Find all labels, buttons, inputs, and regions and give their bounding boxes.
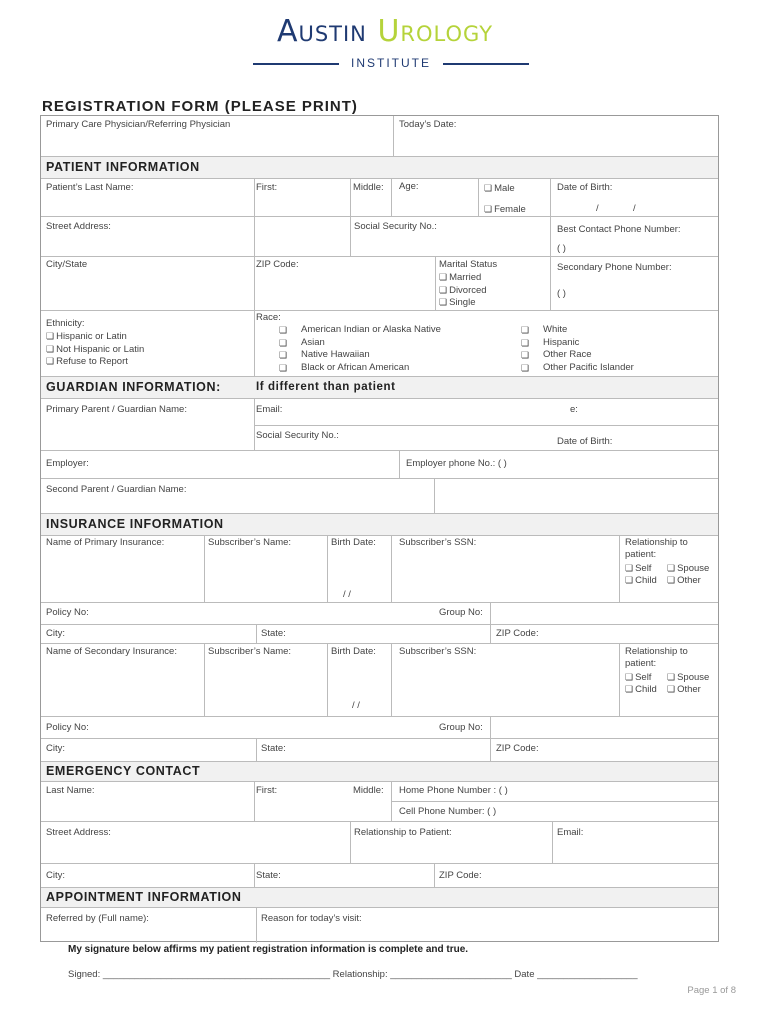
em-email-label: Email: (557, 827, 584, 838)
em-last-name-label: Last Name: (46, 785, 95, 796)
em-middle-name-label: Middle: (353, 785, 384, 796)
birth-date-label: Birth Date: (331, 537, 376, 548)
rel-self-checkbox[interactable]: ❏ Self (625, 562, 651, 575)
rel-spouse-checkbox[interactable]: ❏ Spouse (667, 562, 709, 575)
city-state-label: City/State (46, 259, 88, 270)
divorced-checkbox[interactable]: ❏ Divorced (439, 284, 487, 297)
race-option: White (543, 324, 568, 335)
logo-word-austin: Austin (276, 14, 367, 49)
female-checkbox[interactable]: ❏ Female (484, 203, 526, 216)
signature-line: Signed: ___________________________________________ Relationship: _______________________ Date ___________________ (68, 969, 638, 980)
first-name-label: First: (256, 182, 278, 193)
race-checkbox[interactable] (279, 324, 287, 337)
rel-self-checkbox-2[interactable]: ❏ Self (625, 671, 651, 684)
race-checkbox[interactable] (521, 349, 529, 362)
logo-institute: INSTITUTE (253, 55, 529, 71)
ins-city-label: City: (46, 628, 65, 639)
rel-spouse-checkbox-2[interactable]: ❏ Spouse (667, 671, 709, 684)
employer-label: Employer: (46, 458, 89, 469)
race-checkbox[interactable] (521, 324, 529, 337)
guardian-name-label: Primary Parent / Guardian Name: (46, 404, 187, 415)
physician-label: Primary Care Physician/Referring Physician (46, 119, 231, 130)
race-checkbox[interactable] (279, 349, 287, 362)
relationship-label: Relationship to (625, 537, 688, 548)
race-option: Black or African American (301, 362, 410, 373)
logo (0, 12, 770, 52)
policy-label-2: Policy No: (46, 722, 89, 733)
eth-not-hispanic-checkbox[interactable]: ❏ Not Hispanic or Latin (46, 343, 144, 356)
page-number: Page 1 of 8 (687, 985, 736, 996)
guardian-heading: GUARDIAN INFORMATION: (46, 380, 221, 394)
second-guardian-label: Second Parent / Guardian Name: (46, 484, 187, 495)
eth-refuse-checkbox[interactable]: ❏ Refuse to Report (46, 355, 128, 368)
relationship-label-b2: patient: (625, 658, 657, 669)
race-option: Hispanic (543, 337, 580, 348)
guardian-dob-label: Date of Birth: (557, 436, 613, 447)
single-checkbox[interactable]: ❏ Single (439, 296, 476, 309)
ssn-label: Social Security No.: (354, 221, 437, 232)
em-city-label: City: (46, 870, 65, 881)
guardian-ssn-label: Social Security No.: (256, 430, 339, 441)
group-label: Group No: (439, 607, 483, 618)
secondary-phone-label: Secondary Phone Number: (557, 262, 672, 273)
eth-hispanic-checkbox[interactable]: ❏ Hispanic or Latin (46, 330, 127, 343)
birth-date-slashes-2: / / (352, 700, 360, 711)
secondary-phone-paren: ( ) (557, 288, 566, 299)
relationship-label-b: Relationship to (625, 646, 688, 657)
middle-name-label: Middle: (353, 182, 384, 193)
ins-state-label-2: State: (261, 743, 286, 754)
em-cell-phone-label: Cell Phone Number: ( ) (399, 806, 497, 817)
race-option: Other Pacific Islander (543, 362, 634, 373)
race-option: Asian (301, 337, 325, 348)
ins-state-label: State: (261, 628, 286, 639)
dob-slash-1: / (596, 203, 599, 214)
street-label: Street Address: (46, 221, 111, 232)
last-name-label: Patient’s Last Name: (46, 182, 134, 193)
rel-other-checkbox[interactable]: ❏ Other (667, 574, 701, 587)
best-phone-paren: ( ) (557, 243, 566, 254)
appointment-heading: APPOINTMENT INFORMATION (46, 890, 242, 904)
guardian-subheading: If different than patient (256, 381, 396, 393)
insurance-heading: INSURANCE INFORMATION (46, 517, 224, 531)
relationship-label-2: patient: (625, 549, 657, 560)
todays-date-label: Today’s Date: (399, 119, 457, 130)
ethnicity-label: Ethnicity: (46, 318, 85, 329)
subscriber-ssn-label: Subscriber’s SSN: (399, 537, 477, 548)
group-label-2: Group No: (439, 722, 483, 733)
guardian-email-label: Email: (256, 404, 283, 415)
rel-child-checkbox-2[interactable]: ❏ Child (625, 683, 657, 696)
emergency-heading: EMERGENCY CONTACT (46, 764, 201, 778)
male-checkbox[interactable]: ❏ Male (484, 182, 515, 195)
em-first-name-label: First: (256, 785, 278, 796)
registration-form (40, 115, 719, 942)
race-label: Race: (256, 312, 281, 323)
referred-by-label: Referred by (Full name): (46, 913, 149, 924)
policy-label: Policy No: (46, 607, 89, 618)
married-checkbox[interactable]: ❏ Married (439, 271, 481, 284)
race-checkbox[interactable] (279, 362, 287, 375)
ins-zip-label-2: ZIP Code: (496, 743, 539, 754)
best-phone-label: Best Contact Phone Number: (557, 224, 681, 235)
rel-child-checkbox[interactable]: ❏ Child (625, 574, 657, 587)
dob-label: Date of Birth: (557, 182, 613, 193)
race-option: Other Race (543, 349, 592, 360)
subscriber-name-label-2: Subscriber’s Name: (208, 646, 292, 657)
em-zip-label: ZIP Code: (439, 870, 482, 881)
birth-date-label-2: Birth Date: (331, 646, 376, 657)
guardian-e-label: e: (570, 404, 578, 415)
marital-status-label: Marital Status (439, 259, 498, 270)
race-option: American Indian or Alaska Native (301, 324, 441, 335)
em-relationship-label: Relationship to Patient: (354, 827, 452, 838)
ins-zip-label: ZIP Code: (496, 628, 539, 639)
subscriber-name-label: Subscriber’s Name: (208, 537, 292, 548)
race-option: Native Hawaiian (301, 349, 370, 360)
secondary-insurance-label: Name of Secondary Insurance: (46, 646, 177, 657)
em-home-phone-label: Home Phone Number : ( ) (399, 785, 508, 796)
form-title: REGISTRATION FORM (PLEASE PRINT) (42, 98, 358, 115)
zip-label: ZIP Code: (256, 259, 299, 270)
dob-slash-2: / (633, 203, 636, 214)
ins-city-label-2: City: (46, 743, 65, 754)
primary-insurance-label: Name of Primary Insurance: (46, 537, 165, 548)
em-state-label: State: (256, 870, 281, 881)
patient-info-heading: PATIENT INFORMATION (46, 160, 200, 174)
birth-date-slashes: / / (343, 589, 351, 600)
logo-word-urology: Urology (377, 14, 494, 49)
rel-other-checkbox-2[interactable]: ❏ Other (667, 683, 701, 696)
age-label: Age: (399, 181, 419, 192)
race-checkbox[interactable] (521, 362, 529, 375)
employer-phone-label: Employer phone No.: ( ) (406, 458, 507, 469)
subscriber-ssn-label-2: Subscriber’s SSN: (399, 646, 477, 657)
reason-label: Reason for today’s visit: (261, 913, 362, 924)
signature-note: My signature below affirms my patient registration information is complete and true. (68, 944, 469, 955)
em-street-label: Street Address: (46, 827, 111, 838)
